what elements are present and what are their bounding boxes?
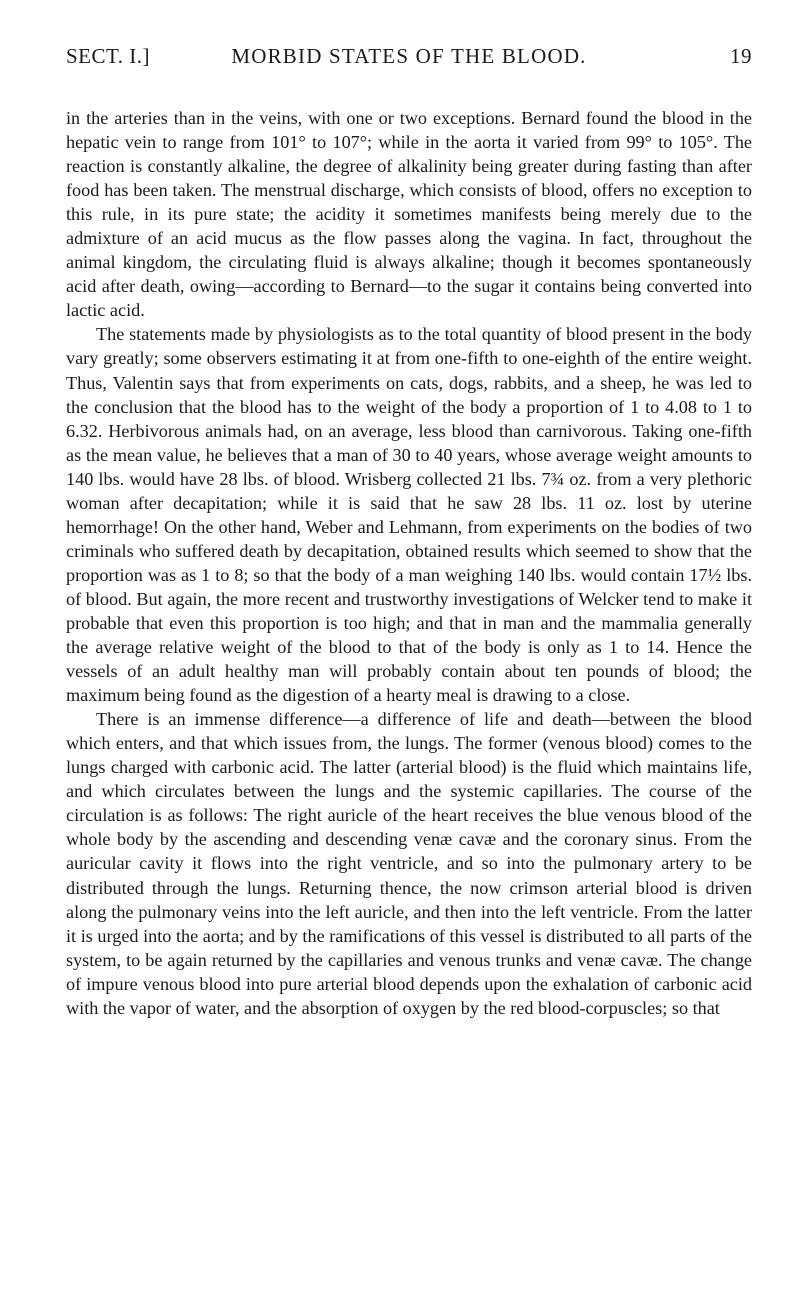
- running-title: MORBID STATES OF THE BLOOD.: [231, 44, 587, 68]
- paragraph-circulation: There is an immense difference—a difference of life and death—between the blood which enters, and that which issues from, the lungs. The former (venous blood) comes to the lungs charged with carbonic acid. The latter (arterial blood) is the fluid which maintains life, and which circulates between the lungs and the systemic capillaries. The course of the circulation is as follows: The right auricle of the heart receives the blue venous blood of the whole body by the ascending and descending venæ cavæ and the coronary sinus. From the auricular cavity it flows into the right ventricle, and so into the pulmonary artery to be distributed through the lungs. Returning thence, the now crimson arterial blood is driven along the pulmonary veins into the left auricle, and then into the left ventricle. From the latter it is urged into the aorta; and by the ramifications of this vessel is distributed to all parts of the system, to be again returned by the capillaries and venous trunks and venæ cavæ. The change of impure venous blood into pure arterial blood depends upon the exhalation of carbonic acid with the vapor of water, and the absorption of oxygen by the red blood-corpuscles; so that: [66, 709, 752, 1018]
- paragraph-continuation: in the arteries than in the veins, with one or two exceptions. Bernard found the blood in the hepatic vein to range from 101° to 107°; while in the aorta it varied from 99° to 105°. The reaction is constantly alkaline, the degree of alkalinity being greater during fasting than after food has been taken. The menstrual discharge, which consists of blood, offers no exception to this rule, in its pure state; the acidity it sometimes manifests being merely due to the admixture of an acid mucus as the flow passes along the vagina. In fact, throughout the animal kingdom, the circulating fluid is always alkaline; though it becomes spontaneously acid after death, owing—according to Bernard—to the sugar it contains being converted into lactic acid.: [66, 108, 752, 321]
- section-label: SECT. I.]: [66, 44, 151, 68]
- running-header: [66, 44, 752, 78]
- body-text: [66, 106, 752, 1020]
- paragraph-blood-quantity: The statements made by physiologists as to the total quantity of blood present in the body vary greatly; some observers estimating it at from one-fifth to one-eighth of the entire weight. Thus, Valentin says that from experiments on cats, dogs, rabbits, and a sheep, he was led to the conclusion that the blood has to the weight of the body a proportion of 1 to 4.08 to 1 to 6.32. Herbivorous animals had, on an average, less blood than carnivorous. Taking one-fifth as the mean value, he believes that a man of 30 to 40 years, whose average weight amounts to 140 lbs. would have 28 lbs. of blood. Wrisberg collected 21 lbs. 7¾ oz. from a very plethoric woman after decapitation; while it is said that he saw 28 lbs. 11 oz. lost by uterine hemorrhage! On the other hand, Weber and Lehmann, from experiments on the bodies of two criminals who suffered death by decapitation, obtained results which seemed to show that the proportion was as 1 to 8; so that the body of a man weighing 140 lbs. would contain 17½ lbs. of blood. But again, the more recent and trustworthy investigations of Welcker tend to make it probable that even this proportion is too high; and that in man and the mammalia generally the average relative weight of the blood to that of the body is only as 1 to 14. Hence the vessels of an adult healthy man will probably contain about ten pounds of blood; the maximum being found as the digestion of a hearty meal is drawing to a close.: [66, 324, 752, 706]
- page-number: 19: [730, 44, 752, 68]
